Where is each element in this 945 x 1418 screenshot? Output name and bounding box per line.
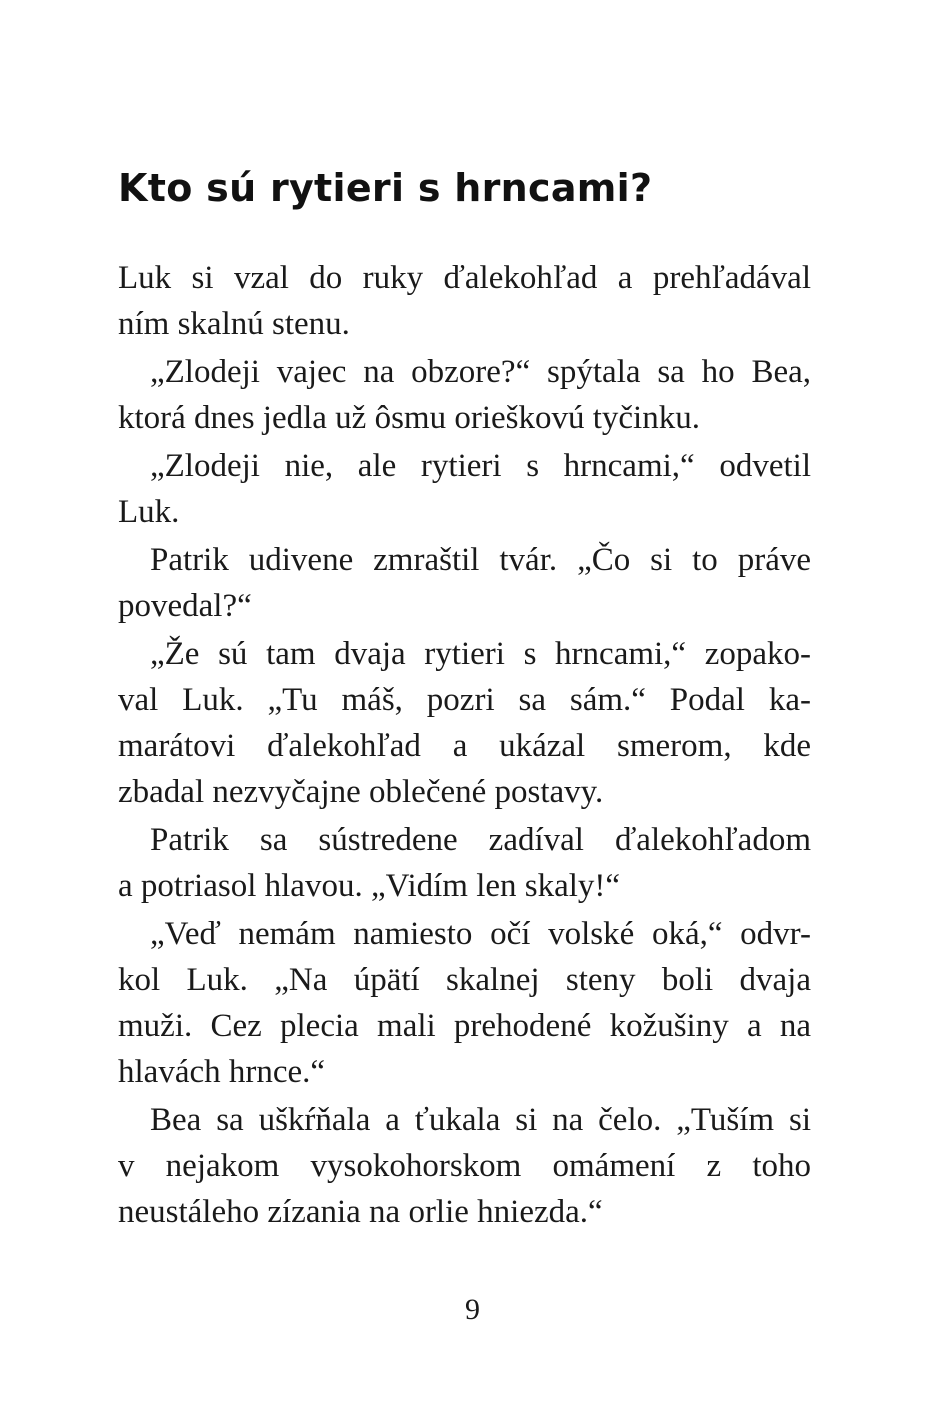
text-line: povedal?“	[118, 588, 252, 624]
text-line: Luk si vzal do ruky ďalekohľad a prehľadával	[118, 260, 811, 296]
paragraph	[118, 631, 811, 815]
text-line: „Že sú tam dvaja rytieri s hrncami,“ zopako-	[150, 636, 811, 672]
text-line: v nejakom vysokohorskom omámení z toho	[118, 1148, 811, 1184]
text-line: kol Luk. „Na úpätí skalnej steny boli dvaja	[118, 962, 811, 998]
paragraph	[118, 537, 811, 629]
text-line: marátovi ďalekohľad a ukázal smerom, kde	[118, 728, 811, 764]
text-line: Bea sa uškŕňala a ťukala si na čelo. „Tuším si	[150, 1102, 811, 1138]
text-line: a potriasol hlavou. „Vidím len skaly!“	[118, 868, 621, 904]
text-line: hlavách hrnce.“	[118, 1054, 326, 1090]
paragraph	[118, 255, 811, 347]
body-text	[118, 255, 811, 1235]
paragraph	[118, 911, 811, 1095]
text-line: Luk.	[118, 494, 180, 530]
text-line: Patrik udivene zmraštil tvár. „Čo si to práve	[150, 542, 811, 578]
text-line: „Veď nemám namiesto očí volské oká,“ odvr-	[150, 916, 811, 952]
paragraph	[118, 349, 811, 441]
text-line: ktorá dnes jedla už ôsmu orieškovú tyčinku.	[118, 400, 700, 436]
paragraph	[118, 443, 811, 535]
paragraph	[118, 817, 811, 909]
text-line: val Luk. „Tu máš, pozri sa sám.“ Podal ka-	[118, 682, 811, 718]
text-line: zbadal nezvyčajne oblečené postavy.	[118, 774, 604, 810]
text-line: „Zlodeji vajec na obzore?“ spýtala sa ho Bea,	[150, 354, 811, 390]
text-line: neustáleho zízania na orlie hniezda.“	[118, 1194, 603, 1230]
text-line: muži. Cez plecia mali prehodené kožušiny a na	[118, 1008, 811, 1044]
chapter-title: Kto sú rytieri s hrncami?	[118, 166, 653, 210]
text-line: Patrik sa sústredene zadíval ďalekohľadom	[150, 822, 811, 858]
page-number: 9	[465, 1293, 480, 1326]
text-line: ním skalnú stenu.	[118, 306, 350, 342]
text-line: „Zlodeji nie, ale rytieri s hrncami,“ odvetil	[150, 448, 811, 484]
paragraph	[118, 1097, 811, 1235]
